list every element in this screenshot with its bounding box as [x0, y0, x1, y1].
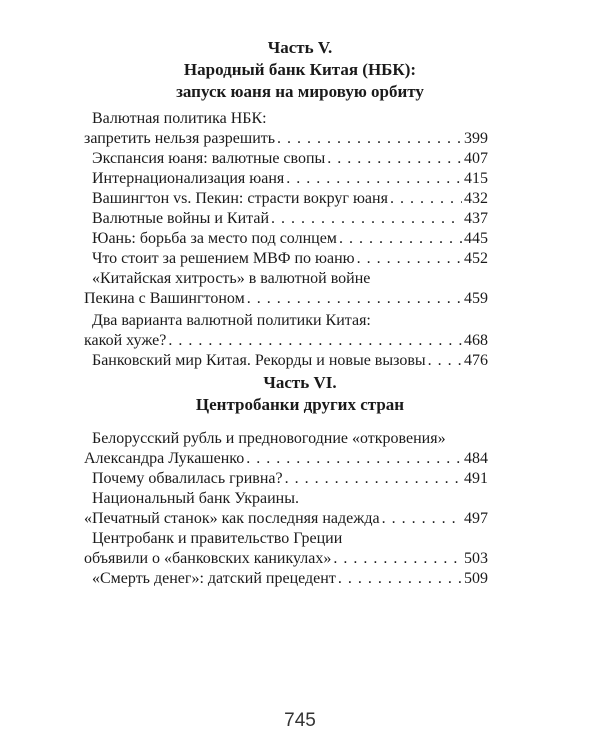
dot-leader — [339, 230, 462, 248]
toc-page-number: 497 — [464, 510, 488, 527]
toc-entry-title: объявили о «банковских каникулах» — [84, 550, 332, 567]
toc-entry-line — [92, 170, 488, 188]
toc-entry-title: Интернационализация юаня — [92, 170, 285, 187]
dot-leader — [285, 470, 462, 488]
toc-entry-title: запретить нельзя разрешить — [84, 130, 276, 147]
toc-entry-title: Вашингтон vs. Пекин: страсти вокруг юаня — [92, 190, 388, 207]
toc-entry[interactable] — [92, 150, 488, 168]
toc-entry-title: Почему обвалилась гривна? — [92, 470, 283, 487]
part-6-title: Часть VI. — [263, 373, 337, 392]
toc-entry-title: какой хуже? — [84, 332, 167, 349]
toc-entry-line — [92, 230, 488, 248]
toc-entry[interactable] — [92, 230, 488, 248]
toc-entry[interactable] — [92, 470, 488, 488]
toc-entry[interactable] — [92, 210, 488, 228]
toc-page-number: 468 — [464, 332, 488, 349]
dot-leader — [286, 170, 462, 188]
dot-leader — [357, 250, 462, 268]
toc-page-number: 437 — [464, 210, 488, 227]
toc-page-number: 509 — [464, 570, 488, 587]
toc-page-number: 415 — [464, 170, 488, 187]
page-number: 745 — [284, 710, 316, 731]
toc-entry[interactable] — [84, 312, 488, 350]
toc-page-number: 407 — [464, 150, 488, 167]
toc-entry-line — [92, 210, 488, 228]
part-5-subtitle-line-1: Народный банк Китая (НБК): — [183, 60, 417, 79]
toc-entry[interactable] — [92, 190, 488, 208]
toc-entry-line — [92, 250, 488, 268]
toc-entry-line-2 — [84, 332, 488, 350]
toc-entry-title: «Печатный станок» как последняя надежда — [84, 510, 380, 527]
dot-leader — [338, 570, 462, 588]
toc-entry-line-2 — [84, 290, 488, 308]
toc-page-number: 491 — [464, 470, 488, 487]
toc-entry-line — [92, 470, 488, 488]
toc-entry-line-2 — [84, 130, 488, 148]
toc-page-number: 445 — [464, 230, 488, 247]
toc-entry-line-1: Валютная политика НБК: — [92, 110, 267, 127]
dot-leader — [390, 190, 462, 208]
toc-entry-line-1: Национальный банк Украины. — [92, 490, 299, 507]
toc-entry-line-2 — [84, 510, 488, 528]
toc-entry-line-2 — [84, 550, 488, 568]
toc-page-number: 432 — [464, 190, 488, 207]
toc-entry[interactable] — [84, 110, 488, 147]
toc-entry-title: «Смерть денег»: датский прецедент — [92, 570, 336, 587]
dot-leader — [333, 550, 462, 568]
toc-entry[interactable] — [84, 430, 488, 468]
toc-entry[interactable] — [92, 352, 488, 370]
toc-entry-line-1: Два варианта валютной политики Китая: — [92, 312, 371, 329]
toc-page-number: 503 — [464, 550, 488, 567]
toc-entry-title: Валютные войны и Китай — [92, 210, 270, 227]
dot-leader — [168, 332, 462, 350]
toc-entry-line-1: Центробанк и правительство Греции — [92, 530, 343, 547]
toc-entry-line — [92, 352, 488, 370]
toc-entry-title: Юань: борьба за место под солнцем — [92, 230, 337, 247]
toc-entry-line-1: Белорусский рубль и предновогодние «откровения» — [92, 430, 446, 447]
dot-leader — [246, 450, 462, 468]
part-6-heading — [0, 372, 600, 416]
toc-entry-line-2 — [84, 450, 488, 468]
part-5-subtitle-line-2: запуск юаня на мировую орбиту — [176, 82, 424, 101]
toc-entry[interactable] — [92, 250, 488, 268]
dot-leader — [247, 290, 462, 308]
toc-entry-title: Александра Лукашенко — [84, 450, 245, 467]
dot-leader — [277, 130, 462, 148]
toc-entry-title: Экспансия юаня: валютные свопы — [92, 150, 326, 167]
toc-page-number: 452 — [464, 250, 488, 267]
toc-entry[interactable] — [92, 170, 488, 188]
toc-entry[interactable] — [92, 570, 488, 588]
dot-leader — [382, 510, 462, 528]
part-6-subtitle: Центробанки других стран — [195, 395, 405, 414]
toc-entry-line — [92, 570, 488, 588]
toc-page-number: 459 — [464, 290, 488, 307]
toc-entry-title: Пекина с Вашингтоном — [84, 290, 245, 307]
dot-leader — [428, 352, 462, 370]
toc-entry-line-1: «Китайская хитрость» в валютной войне — [92, 270, 371, 287]
toc-entry[interactable] — [84, 530, 488, 568]
part-5-heading — [0, 37, 600, 103]
dot-leader — [327, 150, 462, 168]
toc-page-number: 484 — [464, 450, 488, 467]
toc-entry-line — [92, 190, 488, 208]
toc-entry-line — [92, 150, 488, 168]
toc-entry[interactable] — [84, 270, 488, 308]
toc-entry[interactable] — [84, 490, 488, 528]
toc-entry-title: Что стоит за решением МВФ по юаню — [92, 250, 355, 267]
part-5-title: Часть V. — [267, 38, 333, 57]
dot-leader — [271, 210, 462, 228]
toc-entry-title: Банковский мир Китая. Рекорды и новые вызовы — [92, 352, 426, 369]
toc-page-number: 399 — [464, 130, 488, 147]
toc-page-number: 476 — [464, 352, 488, 369]
